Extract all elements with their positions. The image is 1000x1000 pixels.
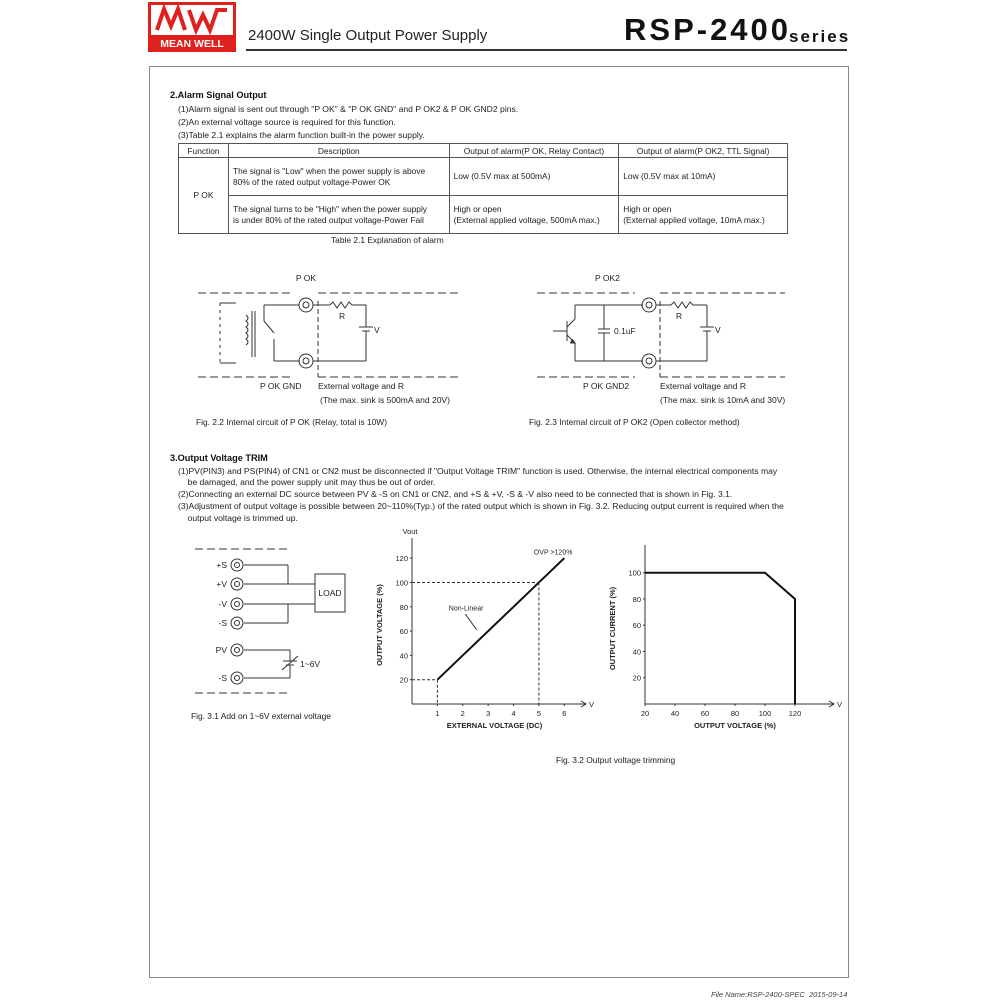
cell-line: The signal is "Low" when the power supply is above [232,165,426,176]
pin-label: PV [215,645,227,655]
chart-output-current-vs-voltage [610,528,845,738]
x-tick-label: 3 [486,709,491,718]
cell-line: Low (0.5V max at 500mA) [453,171,551,181]
table-caption: Table 2.1 Explanation of alarm [331,235,444,245]
table-cell [619,196,788,234]
section3-line: be damaged, and the power supply unit may thus be out of order. [178,477,436,487]
relay-contact [264,321,274,333]
fig23-ext2: (The max. sink is 10mA and 30V) [660,395,786,405]
fig22-label-pokgnd: P OK GND [260,381,302,391]
fig22-label-v: V [374,325,380,335]
document-subtitle: 2400W Single Output Power Supply [248,27,488,44]
table-cell [228,196,449,234]
fig22-ext2: (The max. sink is 500mA and 20V) [320,395,450,405]
cell-line: (External applied voltage, 10mA max.) [623,214,765,225]
footer-date: 2015-09-14 [808,990,848,999]
pin-terminal-inner [235,582,240,587]
pin-terminal [231,644,243,656]
resistor [671,302,693,308]
x-tick-label: 80 [730,709,740,718]
fig23-caption: Fig. 2.3 Internal circuit of P OK2 (Open collector method) [529,417,740,427]
table-header: Function [179,144,229,158]
y-tick-label: 120 [395,554,408,564]
fig22-label-pok: P OK [295,273,317,283]
fig23-label-v: V [715,325,721,335]
x-unit-label: V [589,700,595,709]
fig31-caption: Fig. 3.1 Add on 1~6V external voltage [191,711,331,721]
x-tick-label: 20 [640,709,650,718]
transistor-collector [567,319,575,327]
cell-line: High or open [623,203,672,214]
table-cell [228,158,449,196]
series-label: series [789,27,851,46]
y-tick-label: 60 [399,627,408,637]
annotation-ovp: OVP >120% [533,549,573,557]
alarm-table [178,143,788,234]
y-tick-label: 40 [399,651,408,661]
table-row [179,196,788,234]
section2-line: (2)An external voltage source is required for this function. [178,117,396,127]
table-row [179,158,788,196]
footer [711,990,847,999]
pin-label: -S [218,673,227,683]
fig22-ext1: External voltage and R [318,381,404,391]
section3-line: (1)PV(PIN3) and PS(PIN4) of CN1 or CN2 must be disconnected if "Output Voltage TRIM" function is used. Otherwise, the internal electrical components may [178,466,778,476]
y-tick-label: 100 [628,568,641,578]
pin-terminal [231,559,243,571]
y-tick-label: 100 [395,578,408,588]
x-tick-label: 60 [700,709,710,718]
terminal-pok-inner [303,302,309,308]
x-tick-label: 4 [511,709,516,718]
y-axis-label: OUTPUT CURRENT (%) [608,586,617,671]
resistor [330,302,352,308]
table-cell [449,196,619,234]
section2-line: (3)Table 2.1 explains the alarm function built-in the power supply. [178,130,425,140]
x-tick-label: 2 [460,709,465,718]
terminal-pokgnd [299,354,313,368]
relay-coil [246,315,248,345]
y-tick-label: 80 [632,594,641,604]
pin-terminal-inner [235,602,240,607]
cell-line: The signal turns to be "High" when the power supply [232,203,427,214]
y-unit-label: Vout [402,527,418,536]
terminal-pok2 [642,298,656,312]
table-cell [449,158,619,196]
x-axis-label: OUTPUT VOLTAGE (%) [694,721,776,730]
terminal-pokgnd2 [642,354,656,368]
pin-terminal-inner [235,621,240,626]
fig23-open-collector-circuit [525,265,805,415]
fig23-label-cap: 0.1uF [614,326,636,336]
y-tick-label: 20 [399,675,408,685]
pin-label: +S [216,560,227,570]
pin-label: -S [218,618,227,628]
table-cell [619,158,788,196]
x-tick-label: 5 [536,709,542,718]
cell-line: is under 80% of the rated output voltage-Power Fail [232,214,424,225]
pin-terminal-inner [235,648,240,653]
cell-line: Low (0.5V max at 10mA) [623,171,716,181]
y-tick-label: 40 [632,647,641,657]
cell-line: High or open [453,203,502,214]
pin-terminal [231,617,243,629]
x-tick-label: 1 [435,709,440,718]
mean-well-logo [148,2,236,52]
section3-line: (3)Adjustment of output voltage is possible between 20~110%(Typ.) of the rated output which is shown in Fig. 3.2. Reducing output current is required when the [178,501,784,511]
pin-terminal [231,672,243,684]
footer-filename: File Name:RSP-2400-SPEC [711,990,805,999]
fig23-label-pok2: P OK2 [595,273,620,283]
fig31-trim-wiring [190,540,370,700]
x-tick-label: 120 [788,709,802,718]
fig22-relay-circuit [190,265,470,415]
cell-line: (External applied voltage, 500mA max.) [453,214,600,225]
fig23-label-pokgnd2: P OK GND2 [583,381,630,391]
brand-name: MEAN WELL [160,38,224,50]
fig23-label-r: R [676,311,683,321]
table-header-row [179,144,788,158]
source-label: 1~6V [300,659,321,669]
section2-line: (1)Alarm signal is sent out through "P OK" & "P OK GND" and P OK2 & P OK GND2 pins. [178,104,519,114]
y-axis-label: OUTPUT VOLTAGE (%) [375,584,384,666]
table-header: Output of alarm(P OK, Relay Contact) [449,144,619,158]
y-tick-label: 80 [399,602,408,612]
load-label: LOAD [318,588,342,598]
y-tick-label: 60 [632,621,641,631]
pin-terminal [231,578,243,590]
cell-line: 80% of the rated output voltage-Power OK [232,176,391,187]
table-header: Output of alarm(P OK2, TTL Signal) [619,144,788,158]
terminal-pokgnd-inner [303,358,309,364]
y-tick-label: 20 [632,673,641,683]
table-cell-function: P OK [179,158,229,234]
annotation-leader [465,614,476,630]
table-header: Description [228,144,449,158]
annotation-nonlinear: Non-Linear [448,605,484,613]
section3-line: (2)Connecting an external DC source between PV & -S on CN1 or CN2, and +S & +V, -S & -V also need to be connected that is shown in Fig. 3.1. [178,489,733,499]
transistor-arrow [570,339,575,343]
x-tick-label: 100 [758,709,772,718]
pin-terminal-inner [235,676,240,681]
section2-title: 2.Alarm Signal Output [170,90,267,100]
fig22-caption: Fig. 2.2 Internal circuit of P OK (Relay, total is 10W) [196,417,387,427]
x-tick-label: 40 [670,709,680,718]
pin-label: +V [216,579,227,589]
section3-line: output voltage is trimmed up. [178,513,298,523]
pin-terminal-inner [235,563,240,568]
terminal-pok [299,298,313,312]
fig32-caption: Fig. 3.2 Output voltage trimming [556,755,676,765]
pin-terminal [231,598,243,610]
section3-title: 3.Output Voltage TRIM [170,453,268,463]
series-line [645,573,795,704]
chart-output-voltage-vs-external [370,528,600,738]
x-tick-label: 6 [562,709,567,718]
x-unit-label: V [837,700,843,709]
fig23-ext1: External voltage and R [660,381,746,391]
header-rule [246,49,847,51]
fig22-label-r: R [339,311,346,321]
x-axis-label: EXTERNAL VOLTAGE (DC) [446,721,543,730]
model-name: RSP-2400 [624,12,792,47]
pin-label: -V [218,599,227,609]
series-line [437,558,564,680]
